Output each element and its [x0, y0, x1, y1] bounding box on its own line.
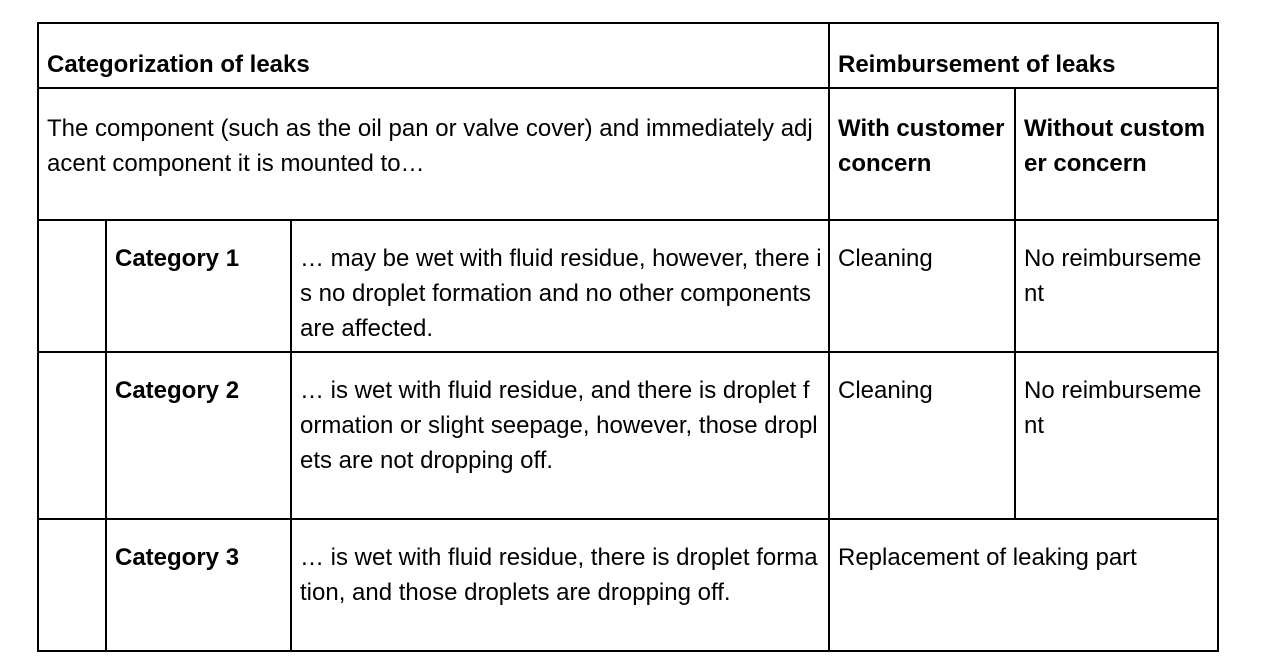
- category-condition: … is wet with fluid residue, and there is droplet formation or slight seepage, however, those droplets are not dropping off.: [291, 352, 829, 519]
- reimbursement-value: Replacement of leaking part: [829, 519, 1218, 651]
- without-customer-concern-header: Without customer concern: [1015, 88, 1218, 220]
- leak-categorization-table: [37, 22, 1219, 652]
- with-concern-value: Cleaning: [829, 220, 1015, 352]
- categorization-header: Categorization of leaks: [38, 23, 829, 88]
- reimbursement-header: Reimbursement of leaks: [829, 23, 1218, 88]
- header-row: [38, 23, 1218, 88]
- category-label: Category 2: [106, 352, 291, 519]
- indent-cell: [38, 519, 106, 651]
- without-concern-value: No reimbursement: [1015, 352, 1218, 519]
- indent-cell: [38, 352, 106, 519]
- without-concern-value: No reimbursement: [1015, 220, 1218, 352]
- table-row: [38, 220, 1218, 352]
- category-condition: … is wet with fluid residue, there is droplet formation, and those droplets are dropping off.: [291, 519, 829, 651]
- component-description: The component (such as the oil pan or valve cover) and immediately adjacent component it is mounted to…: [38, 88, 829, 220]
- with-customer-concern-header: With customer concern: [829, 88, 1015, 220]
- category-condition: … may be wet with fluid residue, however, there is no droplet formation and no other components are affected.: [291, 220, 829, 352]
- indent-cell: [38, 220, 106, 352]
- category-label: Category 3: [106, 519, 291, 651]
- table-row: [38, 519, 1218, 651]
- subheader-row: [38, 88, 1218, 220]
- with-concern-value: Cleaning: [829, 352, 1015, 519]
- category-label: Category 1: [106, 220, 291, 352]
- table-row: [38, 352, 1218, 519]
